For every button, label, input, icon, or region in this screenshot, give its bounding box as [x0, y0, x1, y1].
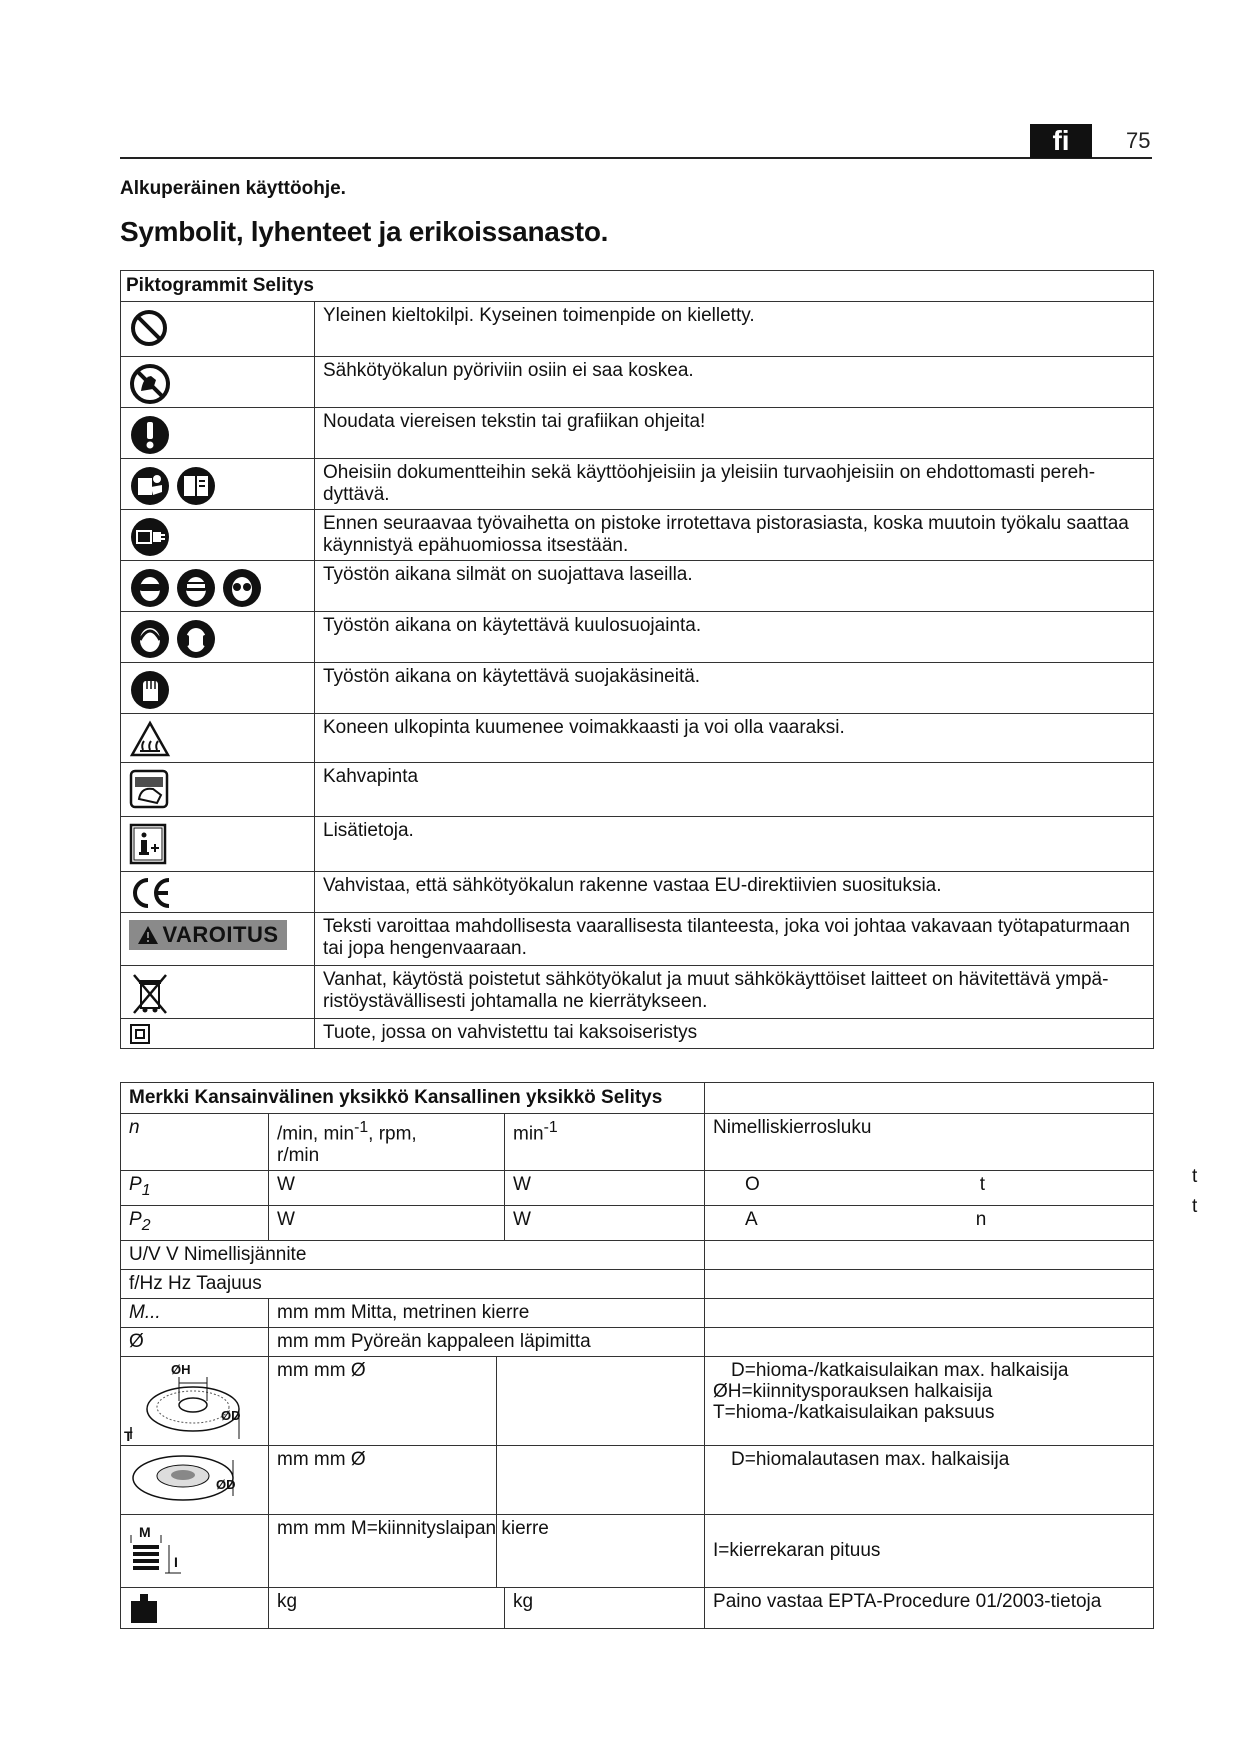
read-manual-icon	[121, 459, 314, 507]
table-row	[121, 1298, 1154, 1327]
ear-protection-icon	[121, 612, 314, 660]
table-row	[121, 1171, 1154, 1206]
unit-desc: Paino vastaa EPTA-Procedure 01/2003-tietoja	[705, 1587, 1154, 1628]
page-number: 75	[1126, 128, 1151, 153]
table-row	[121, 1356, 1154, 1445]
unit-thread-cell: mm mm M=kiinnityslaipan kierre	[269, 1514, 705, 1587]
language-badge: fi	[1030, 124, 1092, 158]
gloves-icon	[129, 669, 171, 711]
prohibition-icon	[129, 308, 169, 348]
ce-mark-icon	[129, 875, 175, 911]
unit-intl: W	[269, 1206, 505, 1241]
table-row	[121, 1114, 1154, 1171]
table-row	[121, 872, 1154, 913]
table-row	[121, 1206, 1154, 1241]
unit-intl: kg	[269, 1587, 505, 1628]
pictogram-desc: Työstön aikana on käytettävä suojakäsineitä.	[315, 663, 1154, 714]
pictogram-desc: Vahvistaa, että sähkötyökalun rakenne vastaa EU-direktiivien suosituksia.	[315, 872, 1154, 913]
pictogram-desc: Koneen ulkopinta kuumenee voimakkaasti ja voi olla vaaraksi.	[315, 714, 1154, 763]
table-row	[121, 913, 1154, 966]
stray-char: t	[1192, 1166, 1198, 1187]
unit-frequency: f/Hz Hz Taajuus	[121, 1269, 705, 1298]
table-row	[121, 612, 1154, 663]
unit-national: W	[505, 1206, 705, 1241]
weee-bin-icon	[129, 972, 171, 1016]
table-row	[121, 1587, 1154, 1628]
pictogram-desc: Oheisiin dokumentteihin sekä käyttöohjeisiin ja yleisiin turvaohjeisiin on ehdottomasti pereh-dyttävä.	[315, 459, 1154, 510]
table-row	[121, 459, 1154, 510]
unit-pad-cell: mm mm Ø	[269, 1445, 705, 1514]
table-row	[121, 357, 1154, 408]
pictogram-table	[120, 270, 1154, 1049]
table-row	[121, 1445, 1154, 1514]
pictogram-desc: Yleinen kieltokilpi. Kyseinen toimenpide on kielletty.	[315, 302, 1154, 357]
disc-dimensions-icon: ØH ØD T	[121, 1356, 269, 1445]
unplug-icon	[129, 516, 171, 558]
unit-desc: D=hiomalautasen max. halkaisija	[705, 1445, 1154, 1514]
pictogram-desc: Noudata viereisen tekstin tai grafiikan ohjeita!	[315, 408, 1154, 459]
unit-desc: Nimelliskierrosluku	[705, 1114, 1154, 1171]
unit-symbol: $P_2$	[121, 1206, 269, 1241]
unit-intl: /min, $\min^{-1}$, rpm, r/min	[269, 1114, 505, 1171]
pictogram-desc: Työstön aikana silmät on suojattava laseilla.	[315, 561, 1154, 612]
no-touch-rotating-icon	[129, 363, 171, 405]
table-row	[121, 1019, 1154, 1049]
weight-icon	[121, 1587, 269, 1628]
unit-desc: A n	[705, 1206, 1154, 1241]
unit-symbol: n	[121, 1114, 269, 1171]
unit-symbol: Ø	[121, 1327, 269, 1356]
unit-voltage: U/V V Nimellisjännite	[121, 1240, 705, 1269]
table-row	[121, 302, 1154, 357]
pictogram-desc: Työstön aikana on käytettävä kuulosuojainta.	[315, 612, 1154, 663]
table-row	[121, 714, 1154, 763]
eye-protection-icon	[121, 561, 314, 609]
pictogram-desc: Vanhat, käytöstä poistetut sähkötyökalut ja muut sähkökäyttöiset laitteet on hävitettävä ympä-ristöystävällisesti johtamalla ne kierrätykseen.	[315, 966, 1154, 1019]
pictogram-desc: Tuote, jossa on vahvistettu tai kaksoiseristys	[315, 1019, 1154, 1049]
unit-disc-cell: mm mm Ø	[269, 1356, 705, 1445]
unit-desc: D=hioma-/katkaisulaikan max. halkaisija ØH=kiinnitysporauksen halkaisija T=hioma-/katkaisulaikan paksuus	[705, 1356, 1154, 1445]
pictogram-desc: Sähkötyökalun pyöriviin osiin ei saa koskea.	[315, 357, 1154, 408]
section-title: Symbolit, lyhenteet ja erikoissanasto.	[120, 216, 609, 247]
unit-desc: I=kierrekaran pituus	[705, 1514, 1154, 1587]
units-table-header: Merkki Kansainvälinen yksikkö Kansallinen yksikkö Selitys	[121, 1083, 705, 1114]
unit-symbol: M...	[121, 1298, 269, 1327]
unit-national: kg	[505, 1587, 705, 1628]
table-row	[121, 663, 1154, 714]
double-insulation-icon	[129, 1023, 151, 1045]
pictogram-desc: Ennen seuraavaa työvaihetta on pistoke irrotettava pistorasiasta, koska muutoin työkalu saattaa käynnistyä epähuomiossa itsestään.	[315, 510, 1154, 561]
unit-national: $\min^{-1}$	[505, 1114, 705, 1171]
table-row	[121, 1269, 1154, 1298]
exclamation-icon	[129, 414, 171, 456]
document-subtitle: Alkuperäinen käyttöohje.	[120, 178, 346, 199]
table-row	[121, 510, 1154, 561]
unit-symbol: $P_1$	[121, 1171, 269, 1206]
table-row	[121, 966, 1154, 1019]
table-row	[121, 1240, 1154, 1269]
table-row	[121, 763, 1154, 817]
table-row	[121, 408, 1154, 459]
info-icon	[129, 823, 169, 865]
pad-dimensions-icon: ØD	[121, 1445, 269, 1514]
unit-intl: W	[269, 1171, 505, 1206]
table-row	[121, 561, 1154, 612]
unit-diameter: mm mm Pyöreän kappaleen läpimitta	[269, 1327, 705, 1356]
table-row	[121, 817, 1154, 872]
table-row	[121, 1514, 1154, 1587]
table-row	[121, 1327, 1154, 1356]
units-table	[120, 1082, 1154, 1629]
header-rule	[120, 157, 1152, 159]
unit-desc: O t	[705, 1171, 1154, 1206]
pictogram-table-header: Piktogrammit Selitys	[121, 271, 1154, 302]
pictogram-desc: Teksti varoittaa mahdollisesta vaarallisesta tilanteesta, joka voi johtaa vakavaan työtapaturmaan tai jopa hengenvaaraan.	[315, 913, 1154, 966]
pictogram-desc: Kahvapinta	[315, 763, 1154, 817]
thread-dimensions-icon: M I	[121, 1514, 269, 1587]
grip-surface-icon	[129, 769, 169, 809]
pictogram-desc: Lisätietoja.	[315, 817, 1154, 872]
unit-national: W	[505, 1171, 705, 1206]
warning-label-text: VAROITUS	[162, 922, 279, 947]
stray-char: t	[1192, 1196, 1198, 1217]
hot-surface-icon	[129, 720, 171, 758]
unit-metric-thread: mm mm Mitta, metrinen kierre	[269, 1298, 705, 1327]
warning-label-icon	[129, 920, 287, 950]
